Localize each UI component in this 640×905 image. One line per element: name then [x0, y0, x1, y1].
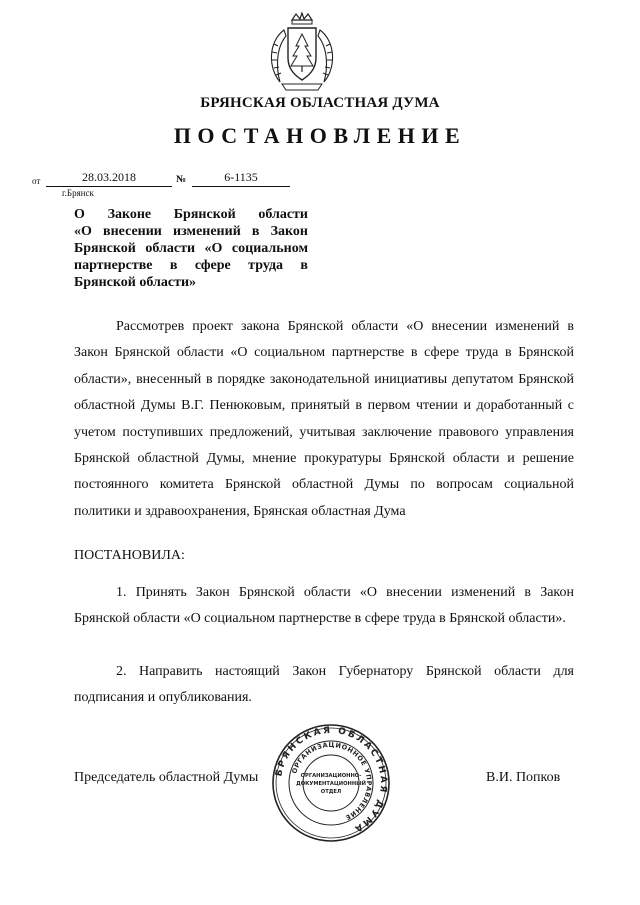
org-name: БРЯНСКАЯ ОБЛАСТНАЯ ДУМА — [200, 95, 440, 111]
decided-heading: ПОСТАНОВИЛА: — [74, 548, 185, 563]
document-subject — [74, 206, 308, 291]
subject-line: партнерстве в сфере труда в — [74, 258, 308, 273]
signatory-title: Председатель областной Думы — [74, 770, 259, 785]
number-field — [192, 170, 290, 187]
document-meta — [32, 170, 272, 190]
coat-of-arms-icon — [262, 12, 342, 94]
stamp-center-line: ОТДЕЛ — [320, 789, 342, 795]
subject-line: О Законе Брянской области — [74, 207, 308, 222]
stamp-ring-text: БРЯНСКАЯ ОБЛАСТНАЯ ДУМА — [274, 725, 389, 835]
document-city: г.Брянск — [62, 188, 94, 198]
seal-stamp-icon — [270, 722, 392, 844]
item-2-block — [74, 659, 574, 712]
document-type-title: ПОСТАНОВЛЕНИЕ — [173, 123, 467, 148]
document-date: 28.03.2018 — [82, 170, 136, 184]
stamp-inner-ring-text: ОРГАНИЗАЦИОННОЕ УПРАВЛЕНИЕ — [290, 740, 374, 822]
signatory-name: В.И. Попков — [486, 770, 561, 785]
preamble-paragraph: Рассмотрев проект закона Брянской области «О внесении изменений в Закон Брянской области «О социальном партнерстве в сфере труда в Брянской области», внесенный в порядке законодательной инициативы депутатом Брянской областной Думы В.Г. Пенюковым, принятый в первом чтении и доработанный с учетом поступивших предложений, учитывая заключение правового управления Брянской областной Думы, мнение прокуратуры Брянской области и решение постоянного комитета Брянской областной Думы по вопросам социальной политики и здравоохранения, Брянская областная Дума — [74, 319, 574, 519]
resolution-item-1: 1. Принять Закон Брянской области «О внесении изменений в Закон Брянской области «О социальном партнерстве в сфере труда в Брянской области». — [74, 585, 574, 627]
document-number: 6-1135 — [224, 170, 258, 184]
date-field — [46, 170, 172, 187]
stamp-center-line: ОРГАНИЗАЦИОННО- — [300, 773, 362, 779]
number-sign-label: № — [176, 174, 187, 185]
subject-line: Брянской области» — [74, 275, 197, 290]
resolution-item-2: 2. Направить настоящий Закон Губернатору Брянской области для подписания и опубликования. — [74, 664, 574, 706]
subject-line: Брянской области «О социальном — [74, 241, 308, 256]
subject-line: «О внесении изменений в Закон — [74, 224, 308, 239]
date-prefix-label: от — [32, 176, 41, 186]
preamble-block — [74, 314, 574, 525]
stamp-center-line: ДОКУМЕНТАЦИОННЫЙ — [296, 781, 366, 787]
item-1-block — [74, 580, 574, 633]
